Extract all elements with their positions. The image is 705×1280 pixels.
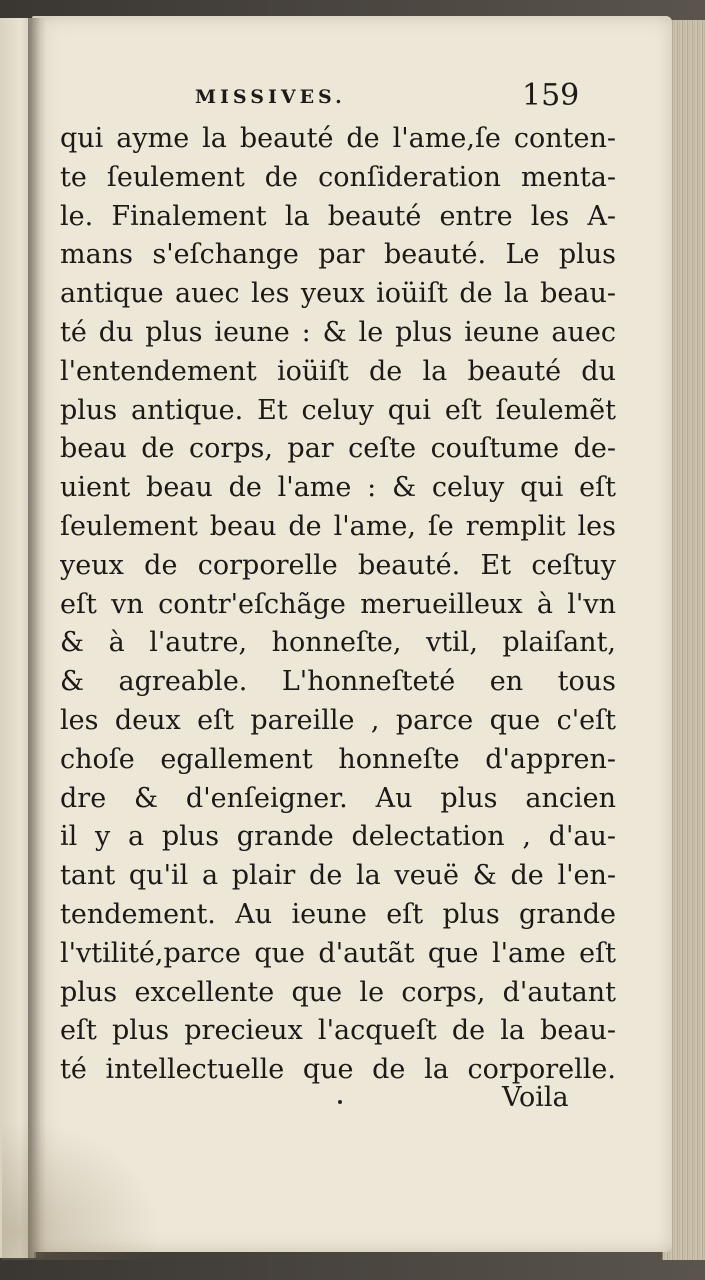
page-number: 159: [522, 78, 580, 113]
text-line: il y a plus grande delectation , d'au-: [60, 821, 616, 853]
text-line: l'entendement ioüiſt de la beauté du: [60, 355, 616, 387]
text-line: te ſeulement de conſideration menta-: [60, 161, 616, 193]
text-line: & à l'autre, honneſte, vtil, plaiſant,: [60, 627, 616, 659]
text-line: le. Finalement la beauté entre les A-: [60, 200, 616, 232]
text-line: té du plus ieune : & le plus ieune auec: [60, 316, 616, 348]
facing-page-edge: [0, 18, 36, 1258]
text-line: & agreable. L'honneſteté en tous: [60, 666, 616, 698]
text-line: tant qu'il a plair de la veuë & de l'en-: [60, 860, 616, 892]
text-line: l'vtilité,parce que d'autãt que l'ame eſt: [60, 937, 616, 969]
text-line: mans s'eſchange par beauté. Le plus: [60, 239, 616, 271]
catchword: Voila: [502, 1082, 569, 1113]
text-line: beau de corps, par ceſte couſtume de-: [60, 433, 616, 465]
text-line: choſe egallement honneſte d'appren-: [60, 743, 616, 775]
text-line: plus excellente que le corps, d'autant: [60, 976, 616, 1008]
text-line: tendement. Au ieune eſt plus grande: [60, 898, 616, 930]
text-line: yeux de corporelle beauté. Et ceſtuy: [60, 549, 616, 581]
text-line: ſeulement beau de l'ame, ſe remplit les: [60, 510, 616, 542]
text-line: les deux eſt pareille , parce que c'eſt: [60, 704, 616, 736]
text-line: dre & d'enſeigner. Au plus ancien: [60, 782, 616, 814]
body-text: [60, 120, 616, 1090]
running-head: [32, 80, 672, 120]
text-line: eſt vn contr'eſchãge merueilleux à l'vn: [60, 588, 616, 620]
book-page: [32, 16, 672, 1252]
text-line: plus antique. Et celuy qui eſt ſeulemẽt: [60, 394, 616, 426]
text-line: té intellectuelle que de la corporelle.: [60, 1054, 616, 1086]
text-line: eſt plus precieux l'acqueſt de la beau-: [60, 1015, 616, 1047]
text-line: qui ayme la beauté de l'ame,ſe conten-: [60, 123, 616, 154]
text-line: antique auec les yeux ioüiſt de la beau-: [60, 278, 616, 310]
text-line: uient beau de l'ame : & celuy qui eſt: [60, 472, 616, 504]
ink-speck: [338, 1100, 342, 1104]
running-head-title: MISSIVES.: [195, 86, 346, 108]
